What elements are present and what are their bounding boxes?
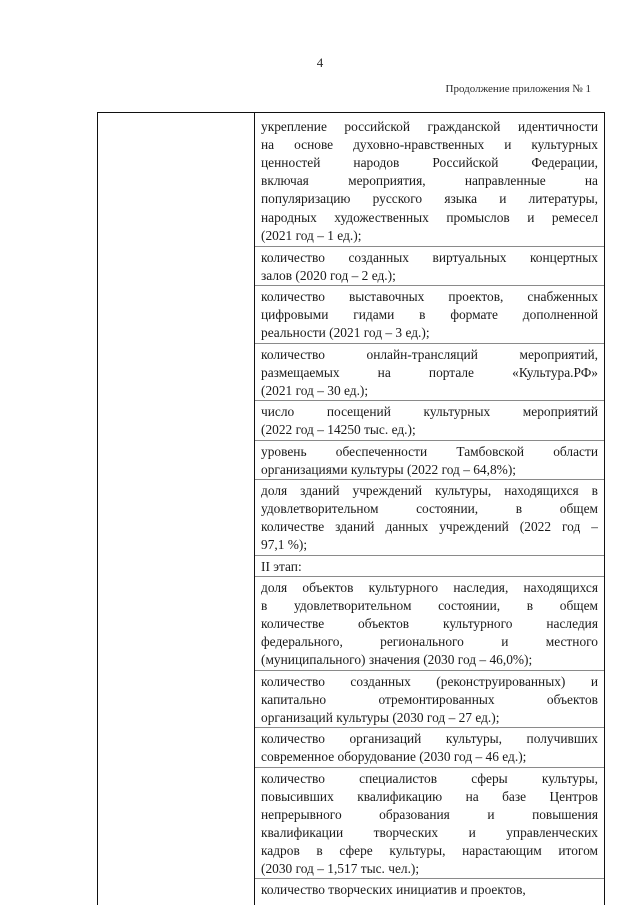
indicator-text-line: (муниципального) значения (2030 год – 46,0%);	[261, 652, 533, 668]
indicator-text-line: количество специалистов сферы культуры,	[261, 770, 598, 786]
indicator-text-line: количество выставочных проектов, снабженных	[261, 289, 598, 305]
indicator-text-line: количество онлайн-трансляций мероприятий,	[261, 346, 598, 362]
indicator-text-line: (2021 год – 30 ед.);	[261, 382, 369, 398]
indicator-entry	[255, 555, 604, 577]
appendix-continuation-label: Продолжение приложения № 1	[445, 83, 591, 95]
indicator-text-line: удовлетворительном состоянии, в общем	[261, 501, 598, 517]
indicator-text-line: количестве зданий данных учреждений (2022 год –	[261, 519, 598, 535]
indicator-entry	[255, 285, 604, 344]
indicator-text-line: в удовлетворительном состоянии, в общем	[261, 598, 598, 614]
indicator-text-line: II этап:	[261, 558, 302, 574]
indicator-entry	[255, 767, 604, 880]
indicator-text-line: доля зданий учреждений культуры, находящихся в	[261, 483, 598, 499]
indicator-entry	[255, 479, 604, 556]
indicator-text-line: капитально отремонтированных объектов	[261, 691, 598, 707]
indicator-text-line: залов (2020 год – 2 ед.);	[261, 267, 396, 283]
indicator-entry	[255, 576, 604, 671]
indicator-text-line: укрепление российской гражданской идентичности	[261, 119, 598, 134]
document-table	[97, 112, 605, 905]
indicator-entry	[255, 878, 604, 900]
empty-left-cell	[98, 113, 255, 905]
indicator-text-line: организациями культуры (2022 год – 64,8%);	[261, 461, 517, 477]
indicator-text-line: цифровыми гидами в формате дополненной	[261, 307, 598, 323]
indicator-text-line: федерального, регионального и местного	[261, 634, 598, 650]
indicator-text-line: популяризацию русского языка и литературы,	[261, 191, 598, 207]
indicator-text-line: доля объектов культурного наследия, находящихся	[261, 580, 598, 595]
indicator-text-line: (2021 год – 1 ед.);	[261, 227, 362, 243]
indicator-text-line: организаций культуры (2030 год – 27 ед.);	[261, 709, 500, 725]
indicator-text-line: количестве объектов культурного наследия	[261, 616, 598, 632]
indicator-text-line: (2022 год – 14250 тыс. ед.);	[261, 422, 416, 438]
indicator-entry	[255, 727, 604, 767]
indicators-cell	[255, 113, 604, 905]
indicator-entry	[255, 400, 604, 440]
page-number: 4	[316, 55, 324, 70]
indicator-text-line: кадров в сфере культуры, нарастающим итогом	[261, 842, 598, 858]
indicator-entry	[255, 440, 604, 480]
indicator-text-line: количество творческих инициатив и проектов,	[261, 882, 526, 898]
indicator-entry	[255, 246, 604, 286]
indicator-text-line: включая мероприятия, направленные на	[261, 173, 598, 189]
indicator-text-line: реальности (2021 год – 3 ед.);	[261, 325, 430, 341]
indicator-text-line: повысивших квалификацию на базе Центров	[261, 788, 598, 804]
indicator-text-line: количество созданных (реконструированных) и	[261, 673, 598, 689]
indicator-text-line: уровень обеспеченности Тамбовской области	[261, 443, 598, 459]
indicator-entry	[255, 670, 604, 729]
indicator-entry	[255, 116, 604, 246]
indicator-text-line: 97,1 %);	[261, 537, 308, 553]
indicator-text-line: народных художественных промыслов и ремесел	[261, 209, 598, 225]
indicator-text-line: современное оборудование (2030 год – 46 ед.);	[261, 749, 527, 765]
indicator-text-line: непрерывного образования и повышения	[261, 806, 598, 822]
indicator-text-line: размещаемых на портале «Культура.РФ»	[261, 364, 598, 380]
indicator-entry	[255, 343, 604, 402]
indicator-text-line: ценностей народов Российской Федерации,	[261, 155, 598, 171]
indicator-text-line: (2030 год – 1,517 тыс. чел.);	[261, 861, 420, 877]
indicator-text-line: на основе духовно-нравственных и культурных	[261, 137, 598, 153]
indicator-text-line: число посещений культурных мероприятий	[261, 404, 598, 420]
indicator-text-line: квалификации творческих и управленческих	[261, 824, 598, 840]
indicator-text-line: количество созданных виртуальных концертных	[261, 249, 598, 265]
indicator-text-line: количество организаций культуры, получивших	[261, 731, 598, 747]
